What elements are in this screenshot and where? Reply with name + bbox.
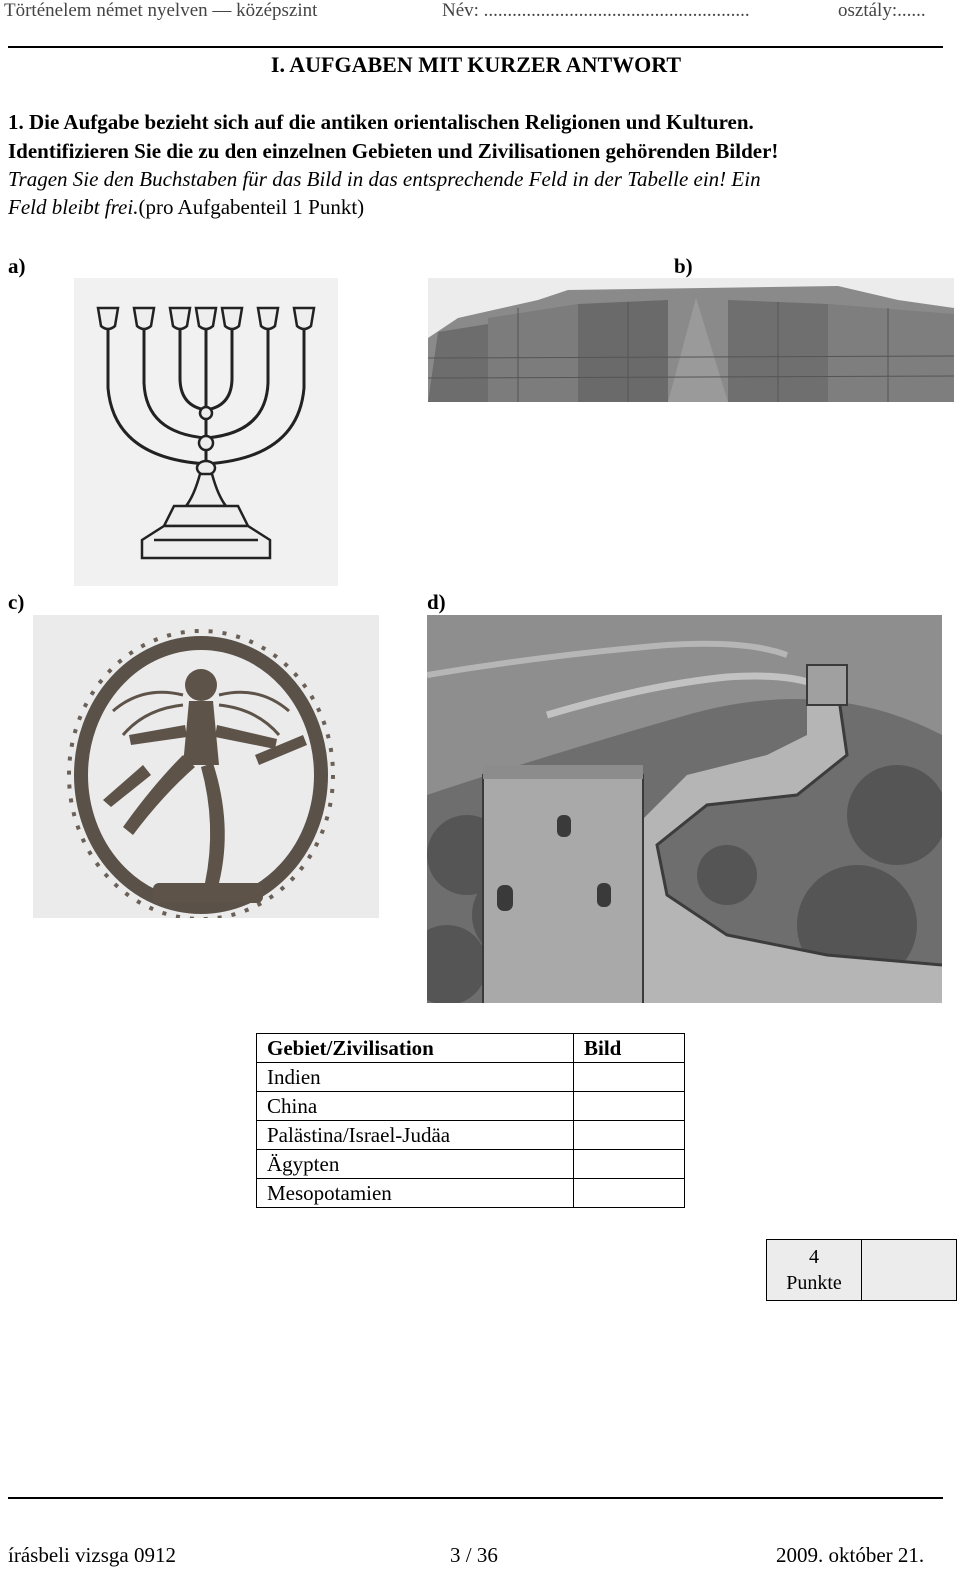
footer-rule [8, 1497, 943, 1499]
label-c: c) [8, 590, 25, 614]
row-bild-field[interactable] [574, 1092, 685, 1121]
task-line-3: Tragen Sie den Buchstaben für das Bild in das entsprechende Feld in der Tabelle ein! Ein [8, 167, 761, 191]
header-subject: Történelem német nyelven — középszint [4, 0, 318, 21]
task-line-4-normal: (pro Aufgabenteil 1 Punkt) [138, 195, 365, 219]
points-value: 4 [809, 1246, 819, 1268]
row-bild-field[interactable] [574, 1179, 685, 1208]
row-gebiet: Mesopotamien [257, 1179, 574, 1208]
great-wall-image [427, 615, 942, 1003]
answer-table [256, 1033, 685, 1208]
section-title: I. AUFGABEN MIT KURZER ANTWORT [270, 52, 682, 77]
table-row [257, 1179, 685, 1208]
answer-table-header [257, 1034, 685, 1063]
table-row [257, 1121, 685, 1150]
row-gebiet: Palästina/Israel-Judäa [257, 1121, 574, 1150]
label-b: b) [674, 254, 693, 278]
row-gebiet: Indien [257, 1063, 574, 1092]
table-row [257, 1092, 685, 1121]
shiva-nataraja-image [33, 615, 379, 918]
row-gebiet: China [257, 1092, 574, 1121]
footer-left: írásbeli vizsga 0912 [8, 1543, 176, 1567]
header-rule [8, 46, 943, 48]
label-d: d) [427, 590, 446, 614]
row-bild-field[interactable] [574, 1063, 685, 1092]
points-score-field[interactable] [862, 1240, 957, 1301]
points-box [766, 1239, 957, 1301]
task-line-4-italic: Feld bleibt frei. [8, 195, 139, 219]
header-gebiet: Gebiet/Zivilisation [257, 1034, 574, 1063]
footer-date: 2009. október 21. [776, 1543, 925, 1567]
row-bild-field[interactable] [574, 1150, 685, 1179]
table-row [257, 1150, 685, 1179]
header-class-field: osztály:...... [838, 0, 926, 21]
points-max [767, 1240, 862, 1301]
menorah-image [74, 278, 338, 586]
task-line-4 [8, 195, 364, 220]
footer-page: 3 / 36 [450, 1543, 498, 1567]
label-a: a) [8, 254, 26, 278]
table-row [257, 1063, 685, 1092]
header-bild: Bild [574, 1034, 685, 1063]
header-name-field: Név: ........................................................ [442, 0, 750, 21]
ziggurat-image [428, 278, 954, 402]
points-unit: Punkte [786, 1272, 842, 1294]
task-line-2: Identifizieren Sie die zu den einzelnen Gebieten und Zivilisationen gehörenden Bilder! [8, 139, 779, 163]
row-gebiet: Ägypten [257, 1150, 574, 1179]
task-line-1: 1. Die Aufgabe bezieht sich auf die antiken orientalischen Religionen und Kulturen. [8, 110, 754, 134]
row-bild-field[interactable] [574, 1121, 685, 1150]
